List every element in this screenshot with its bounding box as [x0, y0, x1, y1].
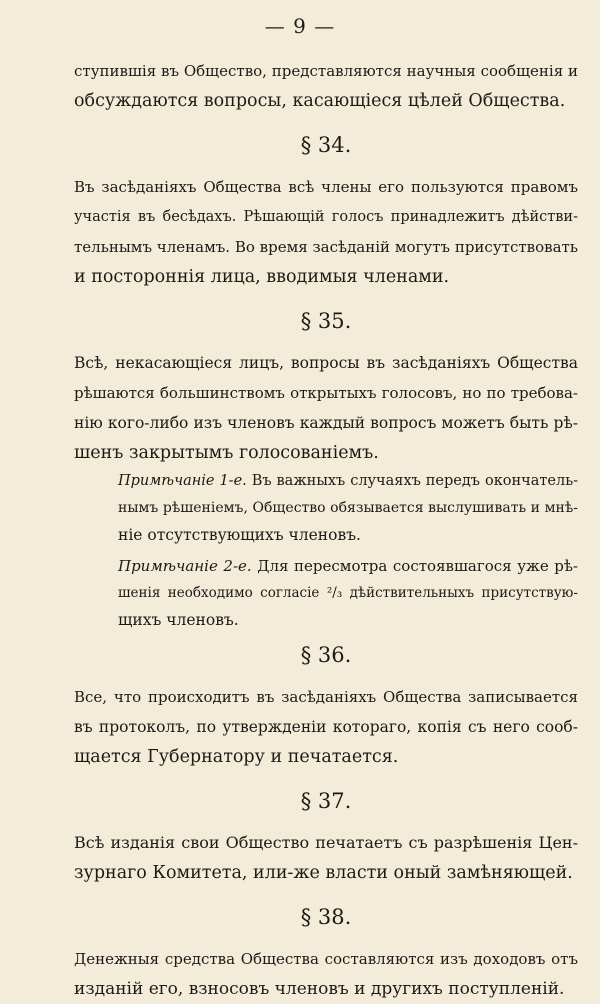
text-line: щается Губернатору и печатается. [74, 747, 399, 767]
text-line: ступившія въ Общество, представляются научныя сообщенія и [74, 62, 578, 80]
section-heading: § 35. [300, 309, 352, 333]
section-heading: § 34. [300, 133, 352, 157]
note-line [118, 553, 578, 580]
text-line: и постороннія лица, вводимыя членами. [74, 267, 450, 287]
note-label: Примѣчаніе 1-е. [118, 473, 247, 489]
text-line: тельнымъ членамъ. Во время засѣданій могутъ присутствовать [74, 238, 578, 256]
note-label: Примѣчаніе 2-е. [118, 557, 252, 575]
text-line: нію кого-либо изъ членовъ каждый вопросъ можетъ быть рѣ- [74, 414, 578, 432]
text-line: шенъ закрытымъ голосованіемъ. [74, 443, 379, 463]
footnote-block [118, 553, 578, 634]
text-line: Все, что происходитъ въ засѣданіяхъ Общества записывается [74, 688, 578, 706]
text-line: Денежныя средства Общества составляются изъ доходовъ отъ [74, 950, 578, 968]
text-line: Всѣ изданія свои Общество печатаетъ съ разрѣшенія Цен- [74, 833, 578, 852]
note-line: щихъ членовъ. [118, 611, 239, 629]
section-heading: § 36. [300, 643, 352, 667]
note-line: шенія необходимо согласіе ²/₃ дѣйствительныхъ присутствую- [118, 585, 578, 601]
section-heading: § 37. [300, 789, 352, 813]
footnote-block [118, 468, 578, 549]
text-line: Всѣ, некасающіеся лицъ, вопросы въ засѣданіяхъ Общества [74, 354, 578, 372]
text-line: въ протоколъ, по утвержденіи котораго, копія съ него сооб- [74, 718, 578, 736]
note-line: ніе отсутствующихъ членовъ. [118, 526, 361, 544]
page-number: — 9 — [264, 14, 336, 38]
note-text: Для пересмотра состоявшагося уже рѣ- [257, 557, 578, 575]
text-line: Въ засѣданіяхъ Общества всѣ члены его пользуются правомъ [74, 178, 578, 196]
text-line: обсуждаются вопросы, касающіеся цѣлей Общества. [74, 91, 566, 111]
section-heading: § 38. [300, 905, 352, 929]
page-body [74, 56, 578, 1004]
text-line: рѣшаются большинствомъ открытыхъ голосовъ, но по требова- [74, 384, 578, 402]
note-line: нымъ рѣшеніемъ, Общество обязывается выслушивать и мнѣ- [118, 500, 578, 516]
text-line: изданій его, взносовъ членовъ и другихъ поступленій. [74, 979, 565, 999]
note-text: Въ важныхъ случаяхъ передъ окончатель- [251, 473, 578, 489]
text-line: участія въ бесѣдахъ. Рѣшающій голосъ принадлежитъ дѣйстви- [74, 209, 578, 225]
note-line [118, 468, 578, 495]
text-line: зурнаго Комитета, или-же власти оный замѣняющей. [74, 863, 573, 883]
